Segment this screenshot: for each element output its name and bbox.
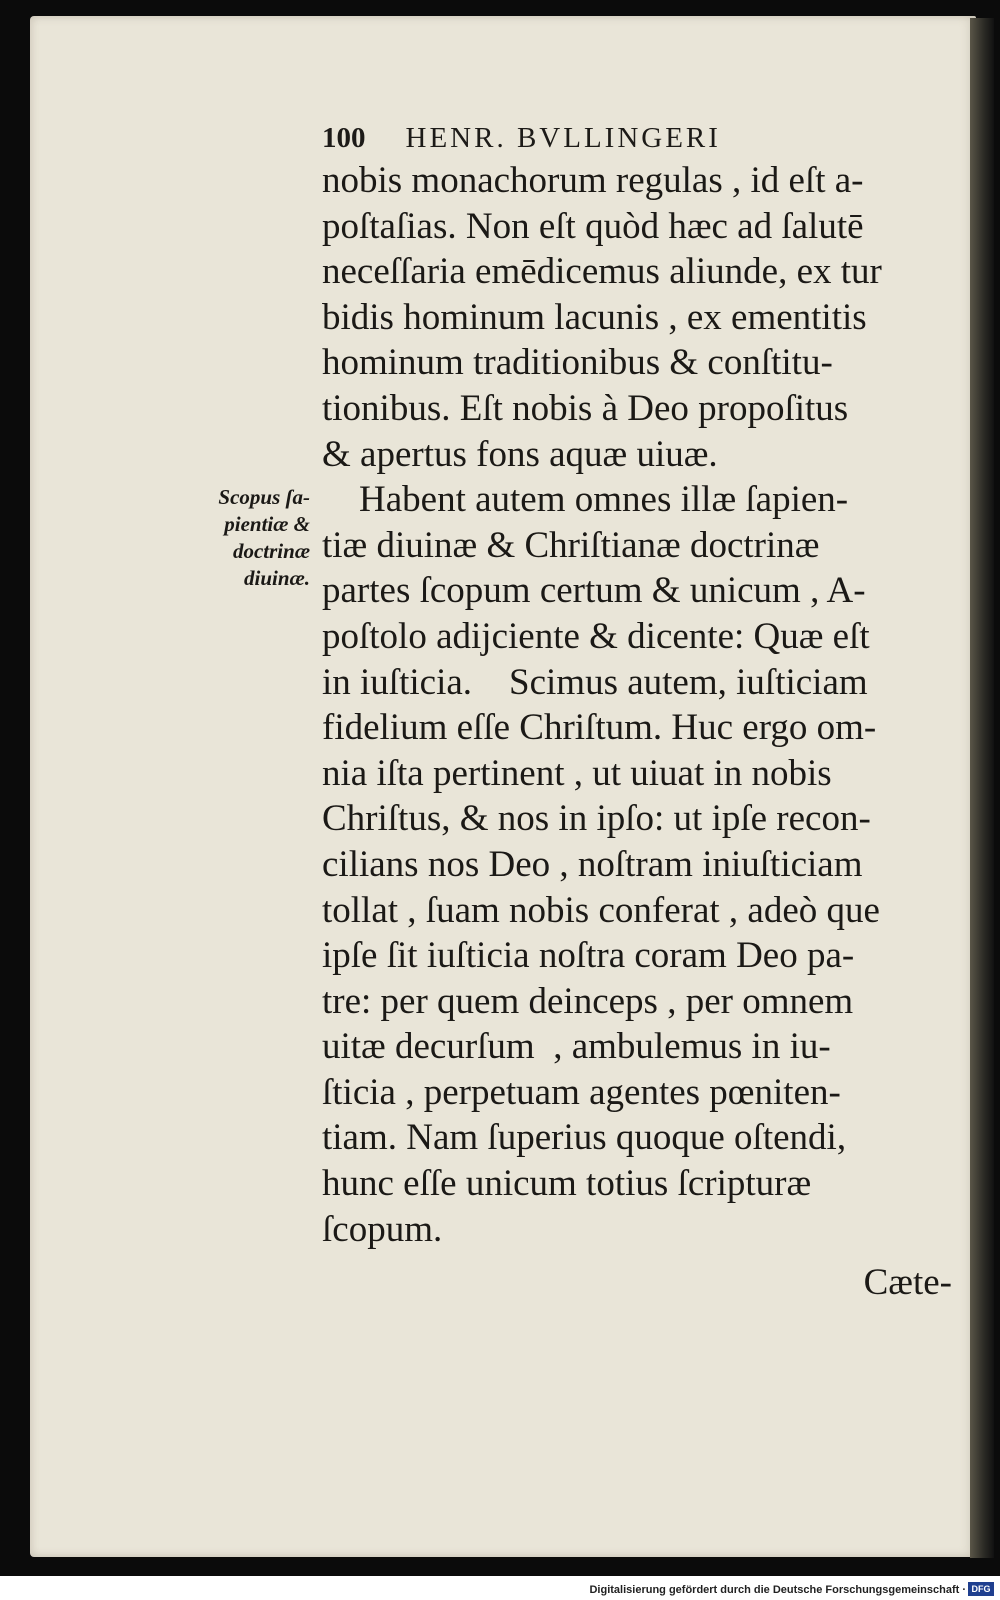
text-line: ſticia , perpetuam agentes pœniten- [322, 1071, 841, 1113]
text-line: & apertus fons aquæ uiuæ. [322, 433, 718, 475]
text-line: poſtolo adijciente & dicente: Quæ eſt [322, 615, 870, 657]
text-line: tiæ diuinæ & Chriſtianæ doctrinæ [322, 524, 820, 566]
running-head [322, 122, 882, 156]
text-line: partes ſcopum certum & unicum , A- [322, 570, 866, 612]
body-text [322, 158, 952, 1306]
text-line: tollat , ſuam nobis conferat , adeò que [322, 889, 880, 931]
text-line: cilians nos Deo , noſtram iniuſticiam [322, 843, 863, 885]
marginal-note-line: diuinæ. [244, 566, 310, 590]
digitization-credit: Digitalisierung gefördert durch die Deutsche Forschungsgemeinschaft · [589, 1584, 966, 1596]
marginal-note-line: Scopus ſa- [218, 485, 310, 509]
text-line: fidelium eſſe Chriſtum. Huc ergo om- [322, 707, 877, 749]
text-line: Chriſtus, & nos in ipſo: ut ipſe recon- [322, 798, 871, 840]
page-number: 100 [322, 122, 366, 154]
marginal-note-line: pientiæ & [224, 512, 310, 536]
catchword: Cæte- [863, 1262, 952, 1304]
text-line: Habent autem omnes illæ ſapien- [322, 479, 849, 521]
running-title: HENR. BVLLINGERI [405, 122, 721, 154]
text-line: bidis hominum lacunis , ex ementitis [322, 296, 867, 338]
text-line: nobis monachorum regulas , id eſt a- [322, 160, 864, 201]
marginal-note-line: doctrinæ [232, 539, 310, 563]
marginal-note [180, 484, 310, 592]
text-line: ipſe ſit iuſticia noſtra coram Deo pa- [322, 935, 855, 977]
text-line: tionibus. Eſt nobis à Deo propoſitus [322, 387, 849, 429]
text-line: ſcopum. [322, 1208, 443, 1250]
text-line: hominum traditionibus & conſtitu- [322, 342, 833, 384]
text-line: poſtaſias. Non eſt quòd hæc ad ſalutē [322, 205, 864, 247]
text-line: tiam. Nam ſuperius quoque oſtendi, [322, 1117, 847, 1159]
text-line: in iuſticia. Scimus autem, iuſticiam [322, 661, 868, 703]
text-line: hunc eſſe unicum totius ſcripturæ [322, 1163, 812, 1205]
page-edge [970, 18, 994, 1558]
text-line: tre: per quem deinceps , per omnem [322, 980, 854, 1022]
text-line: neceſſaria emēdicemus aliunde, ex tur [322, 251, 882, 293]
text-line: uitæ decurſum , ambulemus in iu- [322, 1026, 831, 1068]
dfg-logo-icon: DFG [968, 1582, 994, 1596]
text-line: nia iſta pertinent , ut uiuat in nobis [322, 752, 832, 794]
